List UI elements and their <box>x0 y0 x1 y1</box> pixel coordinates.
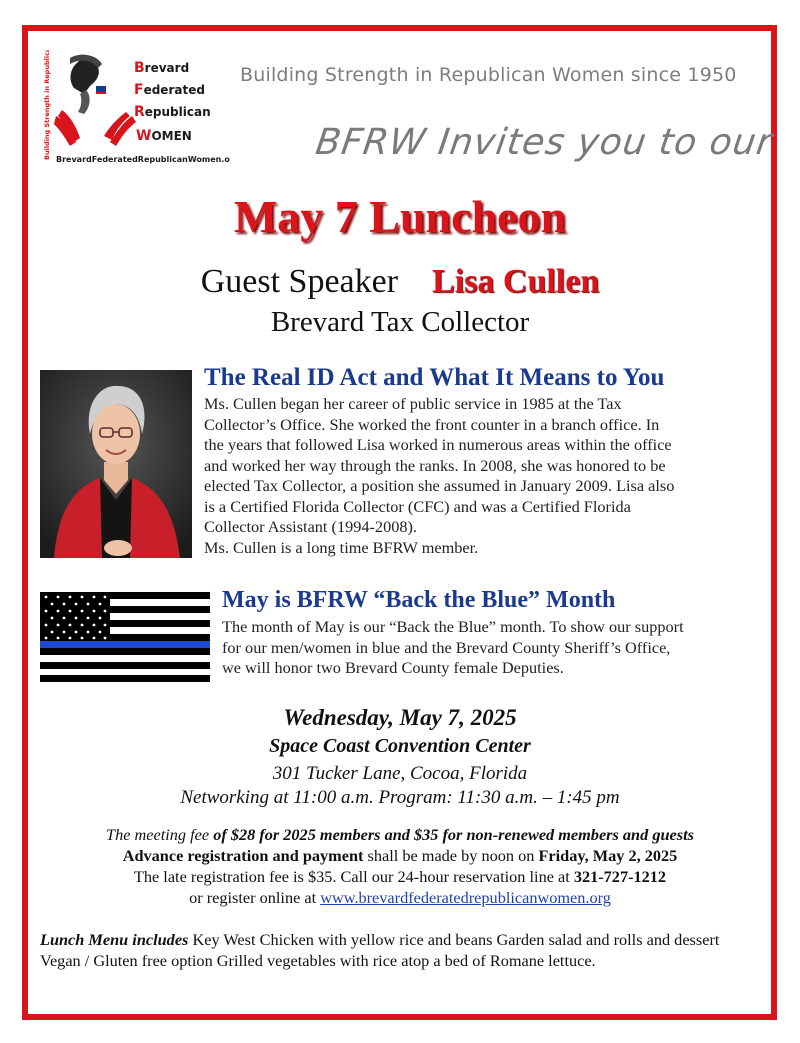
invite-title: BFRW Invites you to our <box>313 122 776 163</box>
registration-link[interactable]: www.brevardfederatedrepublicanwomen.org <box>320 888 611 907</box>
section-backtheblue-body <box>222 617 767 679</box>
event-date: Wednesday, May 7, 2025 <box>283 705 517 730</box>
svg-text:BrevardFederatedRepublicanWome: BrevardFederatedRepublicanWomen.org <box>56 155 230 164</box>
fee-line-3 <box>0 867 800 888</box>
reservation-phone: 321-727-1212 <box>573 867 667 886</box>
tagline: Building Strength in Republican Women since 1950 <box>240 64 737 86</box>
thin-blue-line-flag-icon <box>40 592 210 682</box>
event-times: Networking at 11:00 a.m. Program: 11:30 a.m. – 1:45 pm <box>180 787 620 808</box>
fee-line-4 <box>0 888 800 909</box>
guest-speaker-name: Lisa Cullen <box>432 263 600 300</box>
event-address: 301 Tucker Lane, Cocoa, Florida <box>272 763 528 784</box>
advance-registration-label: Advance registration and payment <box>122 846 364 865</box>
realid-line: Collector’s Office. She worked the front counter in a branch office. In <box>204 414 660 434</box>
fee-line-1 <box>0 825 800 846</box>
section-realid-heading: The Real ID Act and What It Means to You <box>204 364 665 391</box>
bfrw-logo <box>40 50 230 170</box>
guest-speaker-line <box>0 263 800 301</box>
backtheblue-line: The month of May is our “Back the Blue” month. To show our support <box>222 617 684 636</box>
speaker-photo <box>40 370 192 558</box>
event-venue: Space Coast Convention Center <box>269 735 531 757</box>
section-backtheblue-heading: May is BFRW “Back the Blue” Month <box>222 587 616 613</box>
realid-line: the years that followed Lisa worked in numerous areas within the office <box>204 435 672 454</box>
section-realid-body <box>204 394 764 558</box>
realid-line: elected Tax Collector, a position she assumed in January 2009. Lisa also <box>204 476 675 495</box>
fee-amounts: of $28 for 2025 members and $35 for non-renewed members and guests <box>213 825 694 844</box>
svg-text:Building Strength in Republica: Building Strength in Republican Women <box>43 50 51 160</box>
lunch-menu <box>40 930 740 971</box>
guest-speaker-role: Brevard Tax Collector <box>270 306 530 338</box>
event-headline: May 7 Luncheon <box>233 191 567 242</box>
register-online-text: or register online at <box>189 888 321 907</box>
backtheblue-line: for our men/women in blue and the Brevard County Sheriff’s Office, <box>222 637 671 657</box>
backtheblue-line: we will honor two Brevard County female Deputies. <box>222 658 564 677</box>
realid-line: and worked her way through the ranks. In 2008, she was honored to be <box>204 455 666 475</box>
realid-line: Ms. Cullen began her career of public service in 1985 at the Tax <box>204 394 622 413</box>
svg-text:Brevard Federated: Brevard Federated Republican WOMEN <box>134 60 211 144</box>
lunch-menu-text: Key West Chicken with yellow rice and beans Garden salad and rolls and dessert Vegan / Gluten free option Grilled vegetables with rice atop a bed of Romane lettuce. <box>40 930 720 970</box>
fee-line-2 <box>0 846 800 867</box>
registration-deadline: Friday, May 2, 2025 <box>538 846 678 865</box>
late-fee-text: The late registration fee is $35. Call our 24-hour reservation line at <box>133 867 574 886</box>
realid-line: Ms. Cullen is a long time BFRW member. <box>204 537 479 557</box>
realid-line: is a Certified Florida Collector (CFC) and was a Certified Florida <box>204 496 631 516</box>
advance-registration-text: shall be made by noon on <box>363 846 539 865</box>
lunch-menu-label: Lunch Menu includes <box>40 930 189 949</box>
fee-intro: The meeting fee <box>106 825 214 844</box>
guest-speaker-label: Guest Speaker <box>200 263 399 300</box>
realid-line: Collector Assistant (1994-2008). <box>204 517 417 536</box>
